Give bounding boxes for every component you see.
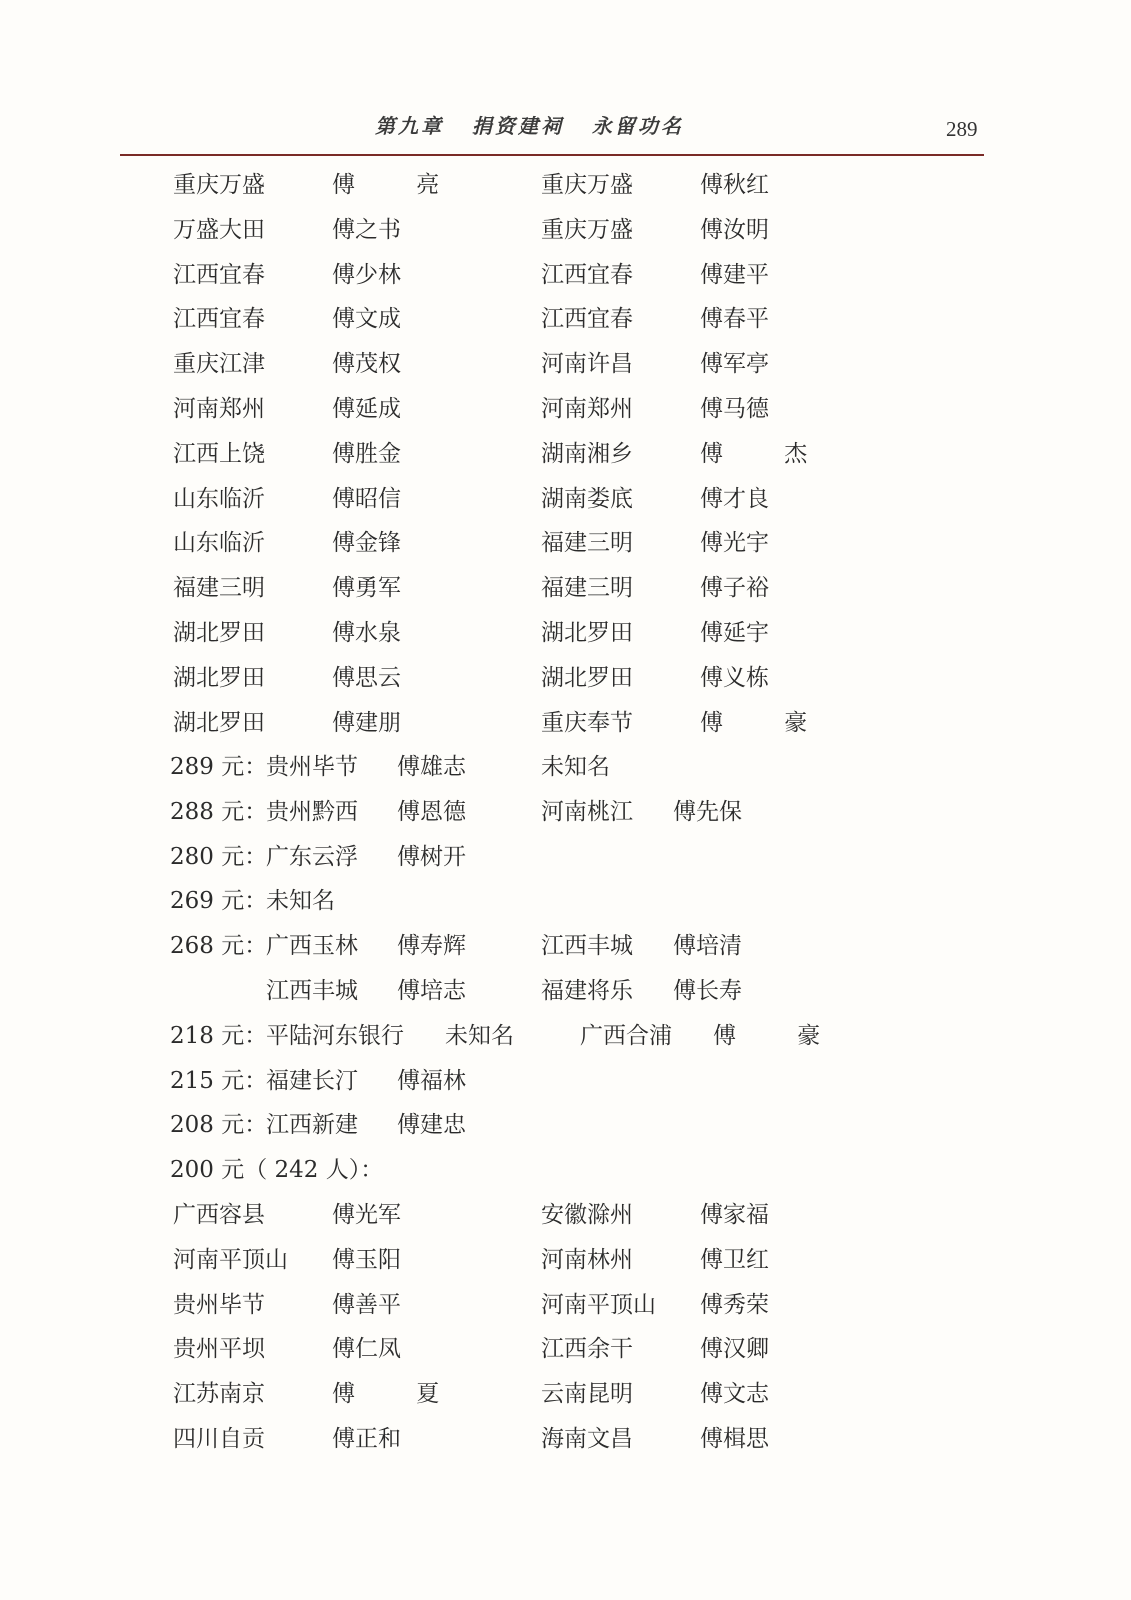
- donor-name: 傅福林: [397, 1067, 466, 1094]
- amount-row: [0, 1107, 1131, 1143]
- donation-amount: 215 元：: [170, 1067, 268, 1094]
- donor-name: 傅马德: [700, 396, 769, 422]
- donor-name: 傅金锋: [332, 530, 401, 557]
- donor-location: 河南平顶山: [541, 1291, 656, 1318]
- donor-name: 傅培清: [673, 933, 742, 960]
- donor-location: 山东临沂: [173, 530, 265, 557]
- donor-location: 云南昆明: [541, 1381, 633, 1408]
- donor-name: 傅家福: [700, 1202, 769, 1228]
- table-row: [0, 1421, 1131, 1457]
- donor-name: 傅文成: [332, 306, 401, 333]
- donor-location: 山东临沂: [173, 485, 265, 512]
- donation-amount: 269 元：: [170, 888, 268, 915]
- donor-name: 傅春平: [700, 306, 769, 333]
- amount-row: [0, 973, 1131, 1009]
- donor-location: 重庆奉节: [541, 709, 633, 736]
- donor-name: 傅 亮: [332, 172, 467, 198]
- donor-name: 傅子裕: [700, 575, 769, 602]
- donation-amount: 280 元：: [170, 843, 268, 870]
- donation-amount: 289 元：: [170, 754, 268, 780]
- donor-location: 河南郑州: [541, 396, 633, 422]
- donor-name: 傅善平: [332, 1291, 401, 1318]
- amount-row: [0, 1018, 1131, 1054]
- donor-location: 未知名: [541, 754, 610, 780]
- donor-name: 傅汝明: [700, 216, 769, 243]
- donor-location: 贵州黔西: [266, 798, 358, 825]
- donor-location: 河南桃江: [541, 798, 633, 825]
- donor-location: 江西宜春: [173, 261, 265, 288]
- donor-location: 安徽滁州: [541, 1202, 633, 1228]
- donor-name: 傅楫思: [700, 1426, 769, 1452]
- donor-location: 平陆河东银行: [266, 1022, 404, 1049]
- donor-location: 广西玉林: [266, 933, 358, 960]
- table-row: [0, 1197, 1131, 1233]
- donor-name: 傅 杰: [700, 440, 835, 467]
- donation-amount: 268 元：: [170, 933, 268, 960]
- donor-location: 万盛大田: [173, 216, 265, 243]
- donor-name: 傅光宇: [700, 530, 769, 557]
- donation-amount: 218 元：: [170, 1022, 268, 1049]
- donor-location: 海南文昌: [541, 1426, 633, 1452]
- donor-name: 傅正和: [332, 1426, 401, 1452]
- donor-name: 傅建朋: [332, 709, 401, 736]
- table-row: [0, 481, 1131, 517]
- donor-location: 江西上饶: [173, 440, 265, 467]
- donor-location: 江苏南京: [173, 1381, 265, 1408]
- donor-location: 福建三明: [541, 530, 633, 557]
- donor-location: 江西丰城: [266, 978, 358, 1004]
- donor-name: 傅培志: [397, 978, 466, 1004]
- donor-location: 重庆万盛: [173, 172, 265, 198]
- donation-amount: 288 元：: [170, 798, 268, 825]
- donor-name: 傅茂权: [332, 351, 401, 378]
- donor-location: 福建长汀: [266, 1067, 358, 1094]
- table-row: [0, 660, 1131, 696]
- donor-name: 傅先保: [673, 798, 742, 825]
- donor-location: 湖北罗田: [173, 709, 265, 736]
- donor-location: 江西宜春: [173, 306, 265, 333]
- donor-location: 贵州毕节: [173, 1291, 265, 1318]
- donor-location: 河南平顶山: [173, 1246, 288, 1273]
- donor-name: 傅恩德: [397, 798, 466, 825]
- table-row: [0, 705, 1131, 741]
- table-row: [0, 346, 1131, 382]
- donor-location: 江西余干: [541, 1336, 633, 1363]
- table-row: [0, 1331, 1131, 1367]
- donor-name: 傅 豪: [700, 709, 835, 736]
- amount-row: [0, 794, 1131, 830]
- donation-amount: 200 元（ 242 人）：: [170, 1157, 384, 1184]
- amount-row: [0, 839, 1131, 875]
- table-row: [0, 570, 1131, 606]
- donation-amount: 208 元：: [170, 1112, 268, 1139]
- donor-name: 傅胜金: [332, 440, 401, 467]
- donor-location: 河南林州: [541, 1246, 633, 1273]
- donor-name: 傅仁凤: [332, 1336, 401, 1363]
- page-number: 289: [946, 117, 978, 141]
- table-row: [0, 1242, 1131, 1278]
- table-row: [0, 1376, 1131, 1412]
- donor-name: 傅 夏: [332, 1381, 467, 1408]
- donor-location: 四川自贡: [173, 1426, 265, 1452]
- donor-location: 广东云浮: [266, 843, 358, 870]
- donor-name: 傅少林: [332, 261, 401, 288]
- donor-location: 河南许昌: [541, 351, 633, 378]
- donor-name: 傅水泉: [332, 620, 401, 646]
- donor-location: 江西宜春: [541, 261, 633, 288]
- donor-name: 傅思云: [332, 664, 401, 691]
- donor-name: 傅延宇: [700, 620, 769, 646]
- header-divider: [120, 154, 984, 156]
- amount-row: [0, 883, 1131, 919]
- donor-name: 傅汉卿: [700, 1336, 769, 1363]
- donor-name: 未知名: [445, 1022, 514, 1049]
- donor-name: 傅才良: [700, 485, 769, 512]
- donor-name: 傅雄志: [397, 754, 466, 780]
- donor-location: 未知名: [266, 888, 335, 915]
- table-row: [0, 212, 1131, 248]
- donor-location: 重庆万盛: [541, 216, 633, 243]
- donor-name: 傅秋红: [700, 172, 769, 198]
- donor-location: 广西合浦: [580, 1022, 672, 1049]
- amount-row: [0, 928, 1131, 964]
- donor-location: 贵州平坝: [173, 1336, 265, 1363]
- donor-location: 湖南娄底: [541, 485, 633, 512]
- donor-name: 傅之书: [332, 216, 401, 243]
- chapter-title: 第九章 捐资建祠 永留功名: [375, 114, 684, 138]
- donor-location: 湖北罗田: [173, 620, 265, 646]
- donor-location: 福建三明: [173, 575, 265, 602]
- donor-location: 福建三明: [541, 575, 633, 602]
- donor-name: 傅秀荣: [700, 1291, 769, 1318]
- table-row: [0, 257, 1131, 293]
- donor-location: 贵州毕节: [266, 754, 358, 780]
- donor-name: 傅延成: [332, 396, 401, 422]
- table-row: [0, 391, 1131, 427]
- donor-location: 湖南湘乡: [541, 440, 633, 467]
- table-row: [0, 301, 1131, 337]
- donor-name: 傅建平: [700, 261, 769, 288]
- donor-name: 傅建忠: [397, 1112, 466, 1139]
- donor-location: 江西宜春: [541, 306, 633, 333]
- donor-name: 傅昭信: [332, 485, 401, 512]
- donor-name: 傅玉阳: [332, 1246, 401, 1273]
- amount-row: [0, 1063, 1131, 1099]
- donor-name: 傅寿辉: [397, 933, 466, 960]
- donor-name: 傅文志: [700, 1381, 769, 1408]
- donor-location: 重庆万盛: [541, 172, 633, 198]
- donor-name: 傅卫红: [700, 1246, 769, 1273]
- donor-location: 重庆江津: [173, 351, 265, 378]
- donor-name: 傅树开: [397, 843, 466, 870]
- donor-name: 傅军亭: [700, 351, 769, 378]
- donor-name: 傅长寿: [673, 978, 742, 1004]
- amount-row: [0, 1152, 1131, 1188]
- donor-name: 傅勇军: [332, 575, 401, 602]
- donor-name: 傅光军: [332, 1202, 401, 1228]
- donor-name: 傅义栋: [700, 664, 769, 691]
- donor-location: 湖北罗田: [173, 664, 265, 691]
- donor-location: 福建将乐: [541, 978, 633, 1004]
- donor-location: 湖北罗田: [541, 664, 633, 691]
- table-row: [0, 167, 1131, 203]
- donor-name: 傅 豪: [713, 1022, 848, 1049]
- donor-location: 湖北罗田: [541, 620, 633, 646]
- donor-location: 广西容县: [173, 1202, 265, 1228]
- donor-location: 江西丰城: [541, 933, 633, 960]
- amount-row: [0, 749, 1131, 785]
- donor-location: 河南郑州: [173, 396, 265, 422]
- table-row: [0, 1287, 1131, 1323]
- table-row: [0, 436, 1131, 472]
- table-row: [0, 615, 1131, 651]
- table-row: [0, 525, 1131, 561]
- donor-location: 江西新建: [266, 1112, 358, 1139]
